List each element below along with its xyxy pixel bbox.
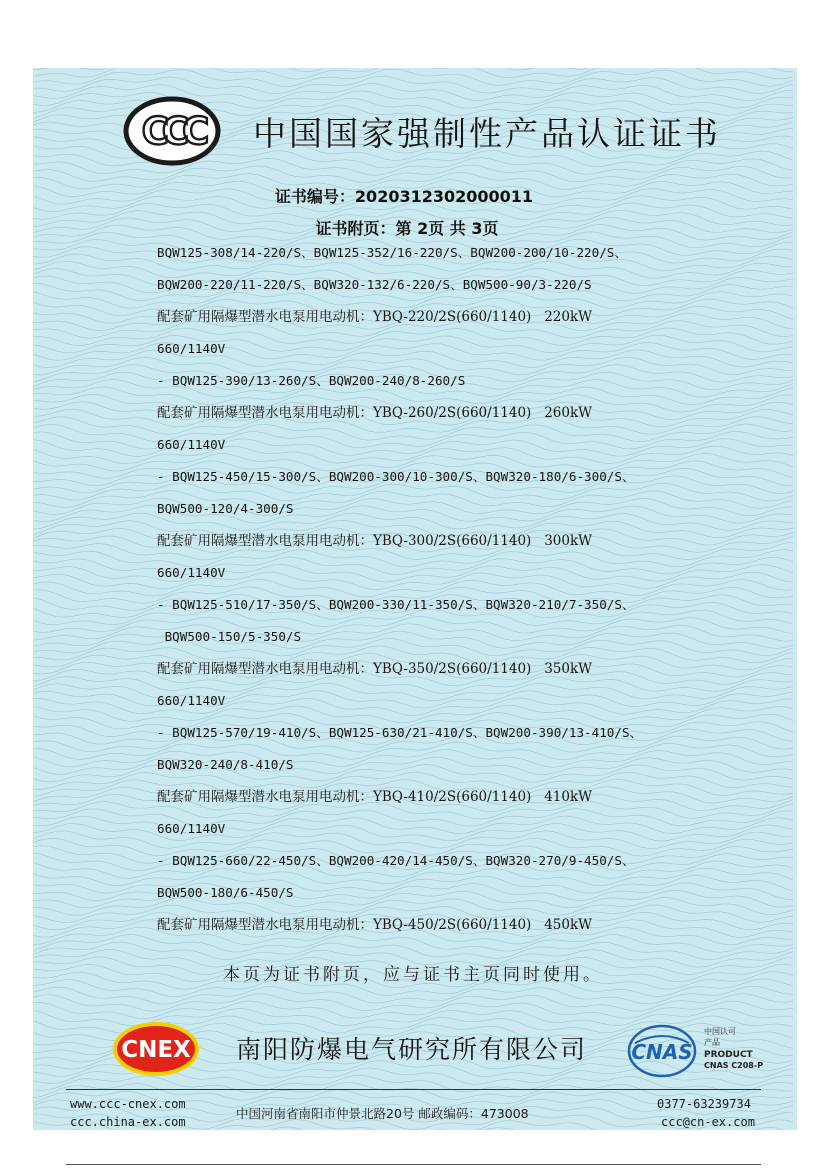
guilloche-line — [33, 942, 793, 960]
cnas-product-label: PRODUCT — [704, 1050, 753, 1060]
product-line: 660/1140V — [157, 565, 226, 580]
product-line: 配套矿用隔爆型潜水电泵用电动机：YBQ-350/2S(660/1140) 350kW — [157, 661, 593, 677]
product-line: 配套矿用隔爆型潜水电泵用电动机：YBQ-300/2S(660/1140) 300kW — [157, 533, 593, 549]
bottom-rule — [66, 1164, 761, 1165]
product-line: 配套矿用隔爆型潜水电泵用电动机：YBQ-450/2S(660/1140) 450kW — [157, 917, 593, 933]
cnas-cn-line2: 产品 — [704, 1038, 720, 1047]
website-link-2[interactable]: ccc.china-ex.com — [70, 1115, 186, 1129]
guilloche-line — [33, 69, 793, 87]
product-line: - BQW125-450/15-300/S、BQW200-300/10-300/S、BQW320-180/6-300/S、 — [157, 469, 635, 484]
product-line: 660/1140V — [157, 437, 226, 452]
product-line: 配套矿用隔爆型潜水电泵用电动机：YBQ-260/2S(660/1140) 260kW — [157, 405, 593, 421]
product-line: - BQW125-660/22-450/S、BQW200-420/14-450/S、BQW320-270/9-450/S、 — [157, 853, 635, 868]
guilloche-line — [33, 165, 793, 183]
page-title: 中国国家强制性产品认证证书 — [253, 114, 721, 153]
product-line: BQW500-180/6-450/S — [157, 885, 294, 900]
website-link-1[interactable]: www.ccc-cnex.com — [70, 1097, 186, 1111]
product-line: - BQW125-510/17-350/S、BQW200-330/11-350/S、BQW320-210/7-350/S、 — [157, 597, 635, 612]
product-line: - BQW125-570/19-410/S、BQW125-630/21-410/S、BQW200-390/13-410/S、 — [157, 725, 643, 740]
cnex-logo — [111, 1020, 201, 1078]
product-line: BQW500-120/4-300/S — [157, 501, 294, 516]
guilloche-line — [33, 68, 793, 79]
email-address[interactable]: ccc@cn-ex.com — [661, 1115, 755, 1129]
product-line: BQW125-308/14-220/S、BQW125-352/16-220/S、BQW200-200/10-220/S、 — [157, 245, 627, 260]
guilloche-line — [33, 68, 793, 72]
product-line: BQW320-240/8-410/S — [157, 757, 294, 772]
footer-divider — [66, 1089, 761, 1090]
guilloche-line — [33, 986, 793, 1004]
product-line: 配套矿用隔爆型潜水电泵用电动机：YBQ-220/2S(660/1140) 220kW — [157, 309, 593, 325]
ccc-logo — [123, 96, 221, 166]
certificate-page-indicator: 证书附页：第 2页 共 3页 — [315, 219, 499, 238]
product-list — [157, 237, 717, 941]
product-line: 660/1140V — [157, 341, 226, 356]
cnas-logo-text: CNAS — [631, 1040, 693, 1064]
cnas-code: CNAS C208-P — [704, 1061, 764, 1070]
ccc-logo-text: CCC — [141, 110, 203, 153]
usage-note: 本页为证书附页，应与证书主页同时使用。 — [223, 965, 603, 985]
product-line: BQW500-150/5-350/S — [157, 629, 302, 644]
cnas-cn-line1: 中国认可 — [704, 1027, 736, 1036]
organization-name: 南阳防爆电气研究所有限公司 — [236, 1035, 588, 1064]
product-line: 660/1140V — [157, 821, 226, 836]
product-line: BQW200-220/11-220/S、BQW320-132/6-220/S、BQW500-90/3-220/S — [157, 277, 592, 292]
cnex-logo-text: CNEX — [121, 1037, 191, 1063]
certificate-number: 证书编号：2020312302000011 — [274, 187, 534, 206]
product-line: - BQW125-390/13-260/S、BQW200-240/8-260/S — [157, 373, 466, 388]
guilloche-line — [33, 994, 793, 1012]
postal-address: 中国河南省南阳市仲景北路20号 邮政编码：473008 — [236, 1106, 529, 1121]
cnas-logo — [627, 1021, 767, 1079]
phone-number: 0377-63239734 — [657, 1097, 751, 1111]
product-line: 660/1140V — [157, 693, 226, 708]
product-line: 配套矿用隔爆型潜水电泵用电动机：YBQ-410/2S(660/1140) 410kW — [157, 789, 593, 805]
